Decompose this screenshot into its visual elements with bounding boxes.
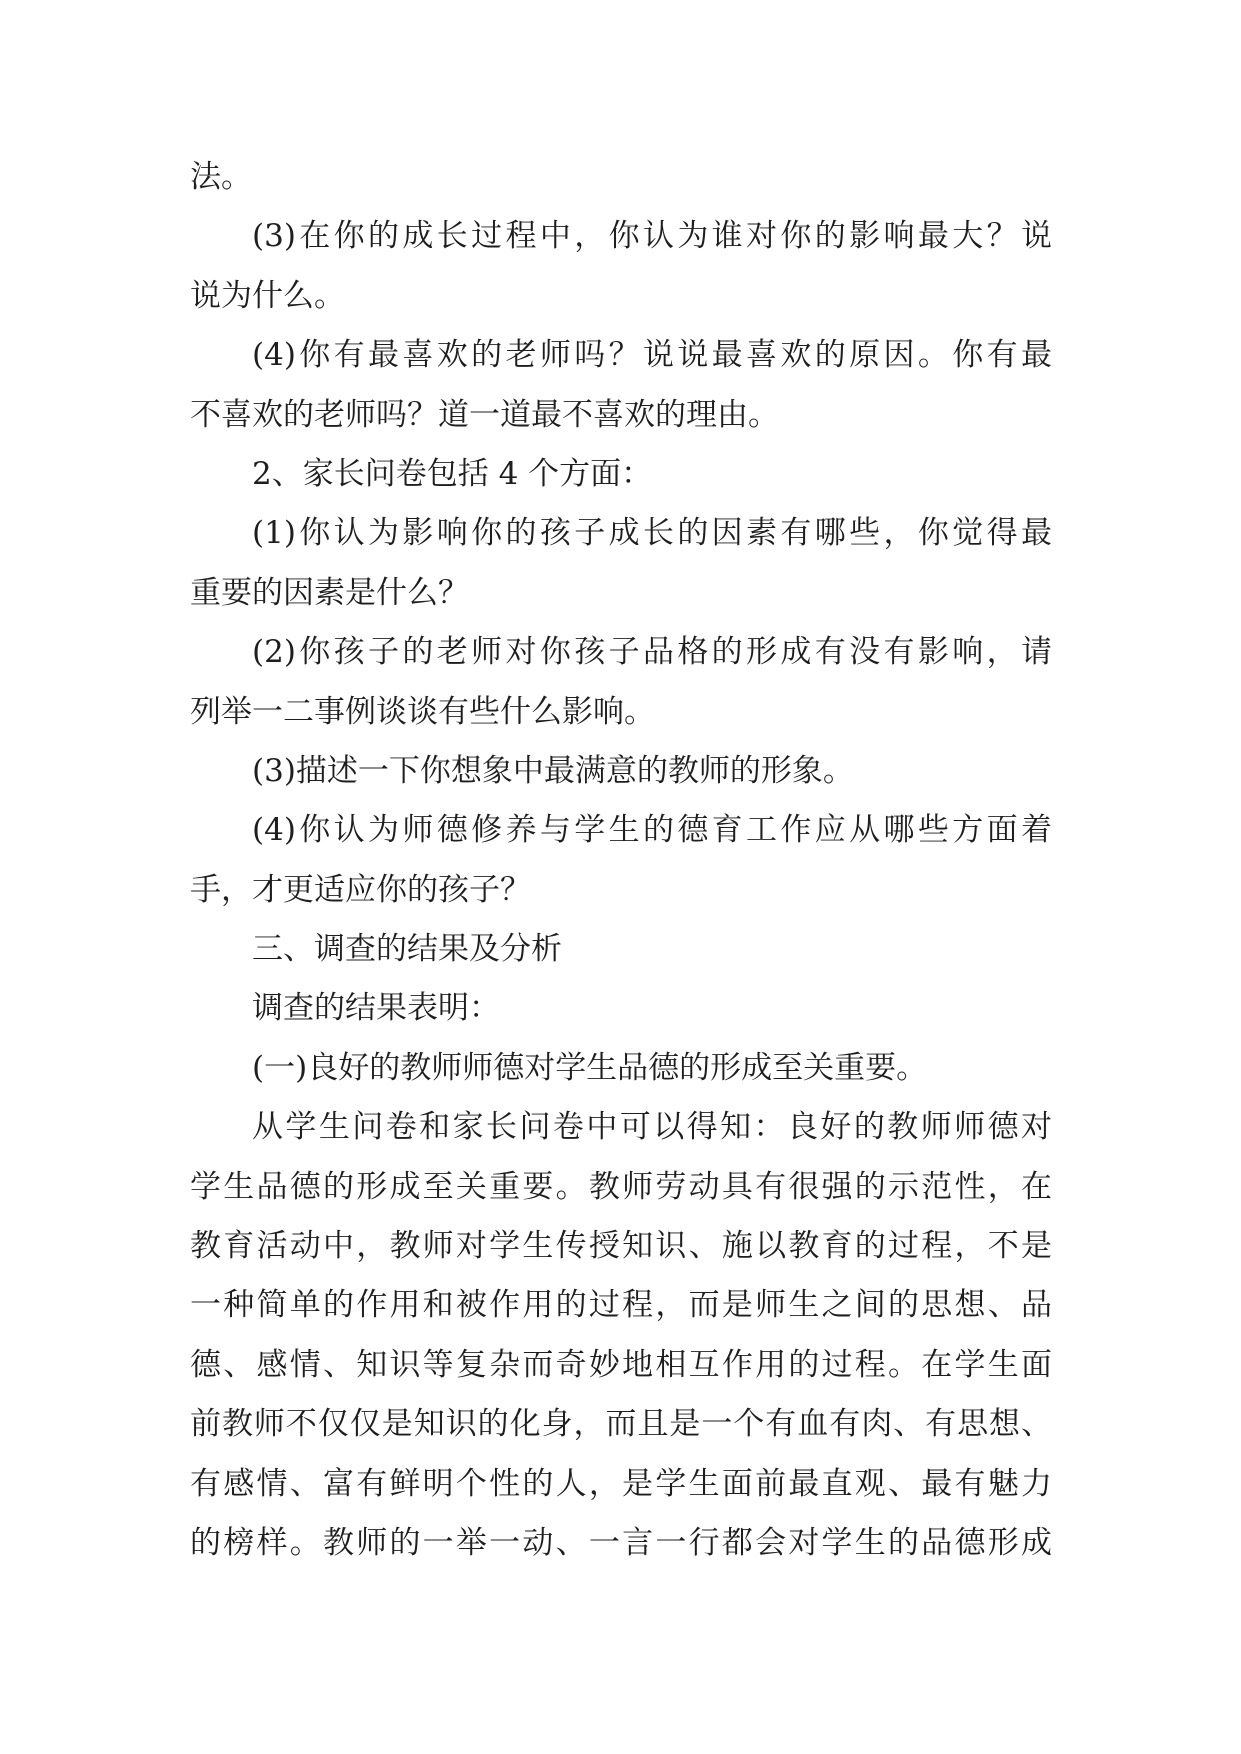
text-line-7: (1)你认为影响你的孩子成长的因素有哪些，你觉得最 <box>252 515 1052 552</box>
text-line-11: (3)描述一下你想象中最满意的教师的形象。 <box>252 752 854 789</box>
text-line-19: 教育活动中，教师对学生传授知识、施以教育的过程，不是 <box>190 1228 1052 1265</box>
text-line-10: 列举一二事例谈谈有些什么影响。 <box>190 693 655 730</box>
text-line-1: 法。 <box>190 159 252 195</box>
document-page <box>190 158 1052 1583</box>
section-heading: 三、调查的结果及分析 <box>252 931 562 968</box>
text-line-22: 前教师不仅仅是知识的化身，而且是一个有血有肉、有思想、 <box>190 1406 1052 1443</box>
text-line-20: 一种简单的作用和被作用的过程，而是师生之间的思想、品 <box>190 1287 1052 1324</box>
text-line-18: 学生品德的形成至关重要。教师劳动具有很强的示范性，在 <box>190 1168 1052 1205</box>
text-line-24: 的榜样。教师的一举一动、一言一行都会对学生的品德形成 <box>190 1524 1052 1561</box>
text-line-5: 不喜欢的老师吗？道一道最不喜欢的理由。 <box>190 396 779 433</box>
text-line-2: (3)在你的成长过程中，你认为谁对你的影响最大？说 <box>252 218 1052 255</box>
text-line-17: 从学生问卷和家长问卷中可以得知：良好的教师师德对 <box>252 1109 1052 1146</box>
text-line-4: (4)你有最喜欢的老师吗？说说最喜欢的原因。你有最 <box>252 337 1052 374</box>
text-line-9: (2)你孩子的老师对你孩子品格的形成有没有影响，请 <box>252 634 1052 671</box>
text-line-12: (4)你认为师德修养与学生的德育工作应从哪些方面着 <box>252 812 1052 849</box>
text-line-3: 说为什么。 <box>190 277 345 314</box>
text-line-15: 调查的结果表明： <box>252 990 500 1027</box>
text-line-6: 2、家长问卷包括 4 个方面： <box>252 455 653 492</box>
text-line-13: 手，才更适应你的孩子？ <box>190 871 531 908</box>
text-line-8: 重要的因素是什么？ <box>190 574 469 611</box>
text-line-21: 德、感情、知识等复杂而奇妙地相互作用的过程。在学生面 <box>190 1346 1052 1383</box>
text-line-23: 有感情、富有鲜明个性的人，是学生面前最直观、最有魅力 <box>190 1465 1052 1502</box>
subsection-heading: (一)良好的教师师德对学生品德的形成至关重要。 <box>252 1049 928 1086</box>
